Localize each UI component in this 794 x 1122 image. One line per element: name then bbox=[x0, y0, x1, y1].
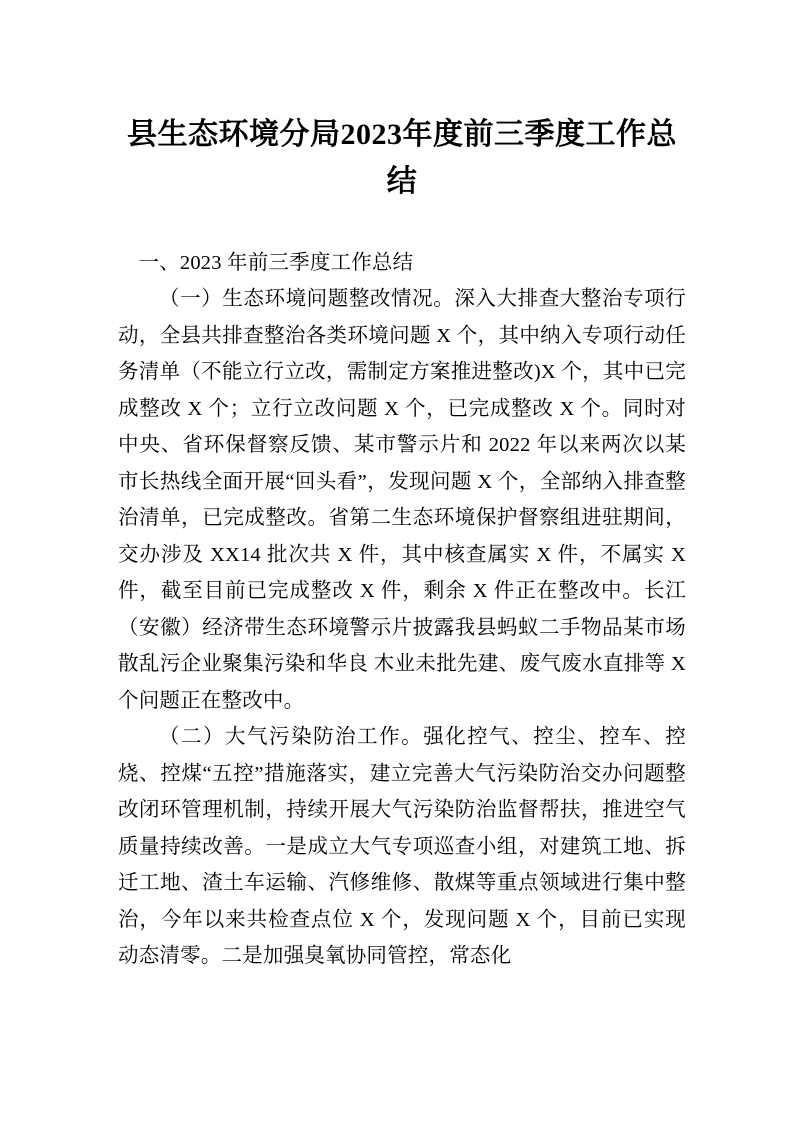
section-heading-1: 一、2023 年前三季度工作总结 bbox=[138, 252, 414, 274]
page-title: 县生态环境分局2023年度前三季度工作总结 bbox=[127, 118, 677, 198]
document-body bbox=[118, 245, 686, 975]
paragraph-1: （一）生态环境问题整改情况。深入大排查大整治专项行动，全县共排查整治各类环境问题 X 个，其中纳入专项行动任务清单（不能立行立改，需制定方案推进整改)X 个，其中已完成整改 X 个；立行立改问题 X 个，已完成整改 X 个。同时对中央、省环保督察反馈、某市警示片和 2022 年以来两次以某市长热线全面开展“回头看”，发现问题 X 个，全部纳入排查整治清单，已完成整改。省第二生态环境保护督察组进驻期间，交办涉及 XX14 批次共 X 件，其中核查属实 X 件，不属实 X 件，截至目前已完成整改 X 件，剩余 X 件正在整改中。长江（安徽）经济带生态环境警示片披露我县蚂蚁二手物品某市场散乱污企业聚集污染和华良 木业未批先建、废气废水直排等 X 个问题正在整改中。 bbox=[118, 288, 686, 712]
paragraph-2: （二）大气污染防治工作。强化控气、控尘、控车、控烧、控煤“五控”措施落实，建立完善大气污染防治交办问题整改闭环管理机制，持续开展大气污染防治监督帮扶，推进空气质量持续改善。一是成立大气专项巡查小组，对建筑工地、拆迁工地、渣土车运输、汽修维修、散煤等重点领域进行集中整治，今年以来共检查点位 X 个，发现问题 X 个，目前已实现动态清零。二是加强臭氧协同管控，常态化 bbox=[118, 726, 686, 968]
